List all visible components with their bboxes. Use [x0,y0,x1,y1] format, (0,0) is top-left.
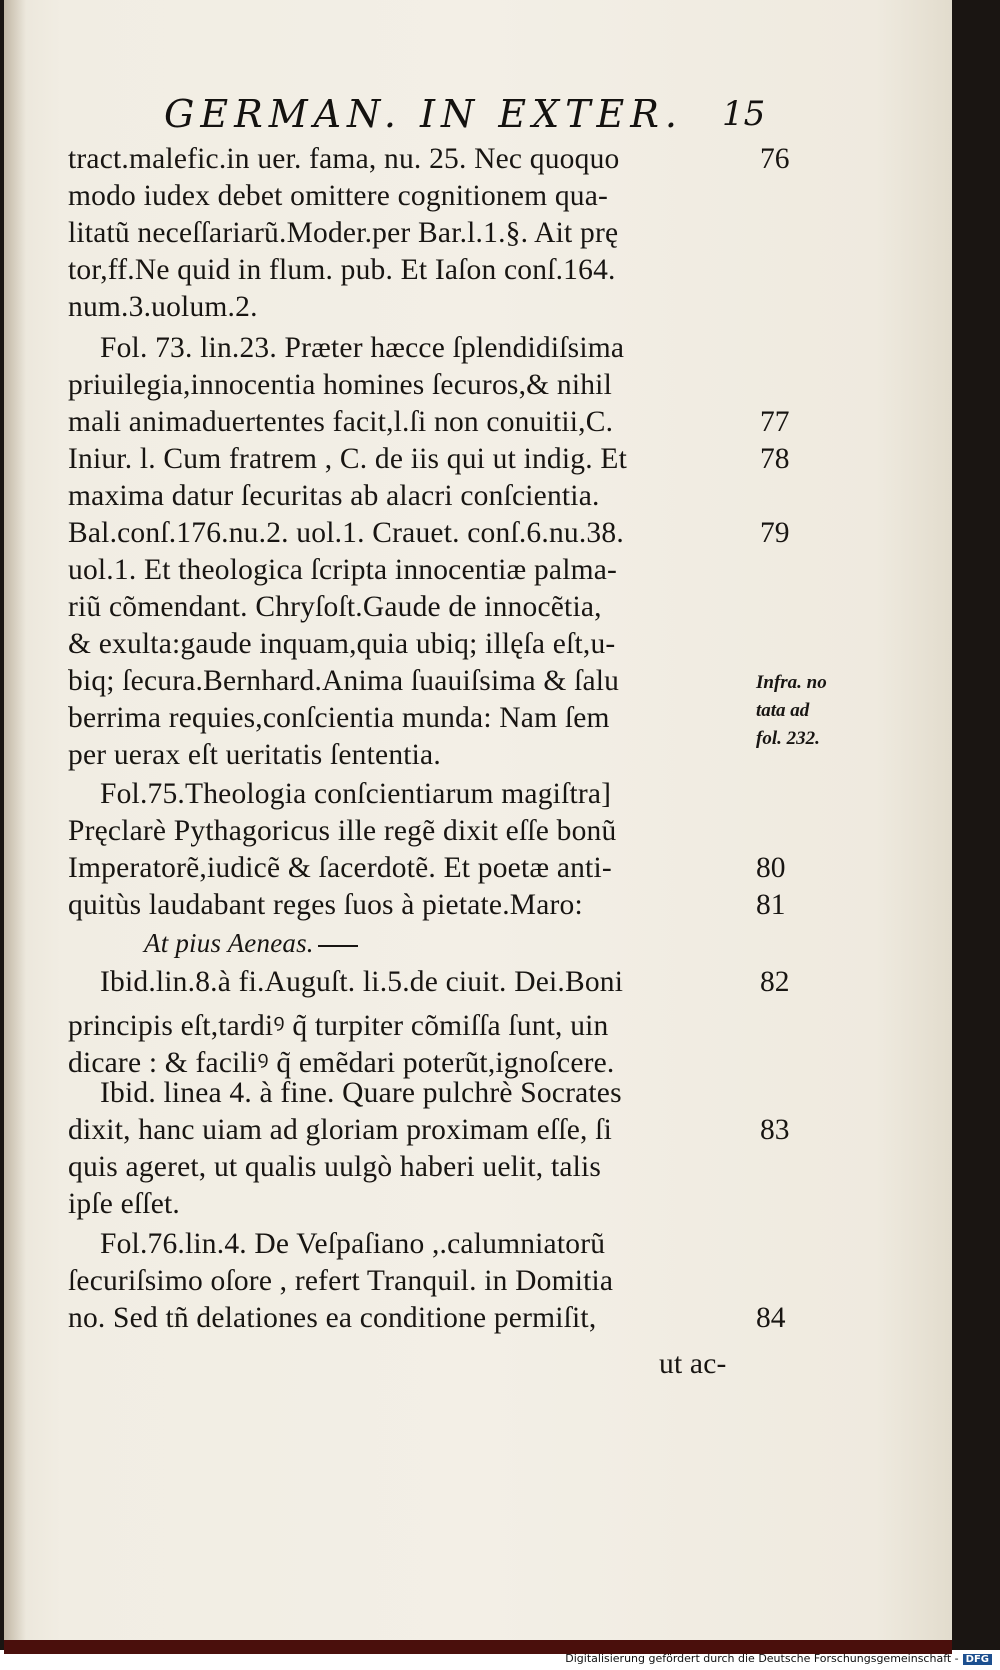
text-line: dixit, hanc uiam ad gloriam proximam eſſe, ſi [68,1114,612,1146]
text-line: Ibid. linea 4. à fine. Quare pulchrè Socrates [100,1077,622,1109]
text-line: Fol.76.lin.4. De Veſpaſiano ,.calumniatorũ [100,1228,606,1260]
text-line: per uerax eſt ueritatis ſententia. [68,739,441,771]
margin-note-line: fol. 232. [756,728,820,749]
text-line: Bal.conſ.176.nu.2. uol.1. Crauet. conſ.6.nu.38. [68,517,624,549]
text-line: Imperatorẽ,iudicẽ & ſacerdotẽ. Et poetæ anti- [68,852,612,884]
margin-number: 80 [756,852,786,884]
page-number: 15 [722,94,766,134]
text-line: ipſe eſſet. [68,1188,180,1220]
dash-rule [318,945,358,947]
text-line: berrima requies,conſcientia munda: Nam ſem [68,702,610,734]
margin-number: 78 [760,443,790,475]
text-line: num.3.uolum.2. [68,291,258,323]
margin-number: 82 [760,966,790,998]
text-line: Iniur. l. Cum fratrem , C. de iis qui ut indig. Et [68,443,627,475]
margin-number: 84 [756,1302,786,1334]
text-line: principis eſt,tardiꝰ q̃ turpiter cõmiſſa ſunt, uin [68,1010,609,1042]
verse-text: At pius Aeneas. [144,928,314,958]
spine-shadow [4,0,26,1640]
margin-note-line: tata ad [756,700,810,721]
digitization-credit [565,1652,992,1665]
catchword: ut ac- [659,1348,727,1380]
text-line: tract.malefic.in uer. fama, nu. 25. Nec quoquo [68,143,620,175]
margin-number: 76 [760,143,790,175]
text-line: tor,ff.Ne quid in flum. pub. Et Iaſon conſ.164. [68,254,616,286]
text-line: ſecuriſsimo oſore , refert Tranquil. in Domitia [68,1265,614,1297]
text-line: Ibid.lin.8.à fi.Auguſt. li.5.de ciuit. Dei.Boni [100,966,624,998]
text-line: uol.1. Et theologica ſcripta innocentiæ palma- [68,554,618,586]
margin-number: 79 [760,517,790,549]
text-line: mali animaduertentes facit,l.ſi non conuitii,C. [68,406,614,438]
running-title: GERMAN. IN EXTER. [164,92,683,136]
text-line: modo iudex debet omittere cognitionem qua- [68,180,609,212]
credit-text: Digitalisierung gefördert durch die Deutsche Forschungsgemeinschaft - [565,1652,959,1665]
text-line: dicare : & faciliꝰ q̃ emẽdari poterũt,ignoſcere. [68,1047,615,1079]
text-line: quis ageret, ut qualis uulgò haberi uelit, talis [68,1151,602,1183]
text-line: maxima datur ſecuritas ab alacri conſcientia. [68,480,600,512]
text-line: biq; ſecura.Bernhard.Anima ſuauiſsima & ſalu [68,665,620,697]
margin-note-line: Infra. no [756,672,827,693]
text-line: riũ cõmendant. Chryſoſt.Gaude de innocẽtia, [68,591,602,623]
dfg-logo: DFG [963,1654,992,1665]
book-page [4,0,952,1654]
verse-quote [144,928,358,959]
text-line: Pręclarè Pythagoricus ille regẽ dixit eſſe bonũ [68,815,617,847]
text-line: & exulta:gaude inquam,quia ubiq; illęſa eſt,u- [68,628,616,660]
margin-number: 81 [756,889,786,921]
text-line: Fol. 73. lin.23. Præter hæcce ſplendidiſsima [100,332,625,364]
text-line: litatũ neceſſariarũ.Moder.per Bar.l.1.§. Ait prę [68,217,619,249]
text-line: no. Sed tñ delationes ea conditione permiſit, [68,1302,597,1334]
text-line: quitùs laudabant reges ſuos à pietate.Maro: [68,889,583,921]
margin-number: 83 [760,1114,790,1146]
text-line: priuilegia,innocentia homines ſecuros,& nihil [68,369,612,401]
margin-number: 77 [760,406,790,438]
text-line: Fol.75.Theologia conſcientiarum magiſtra] [100,778,612,810]
